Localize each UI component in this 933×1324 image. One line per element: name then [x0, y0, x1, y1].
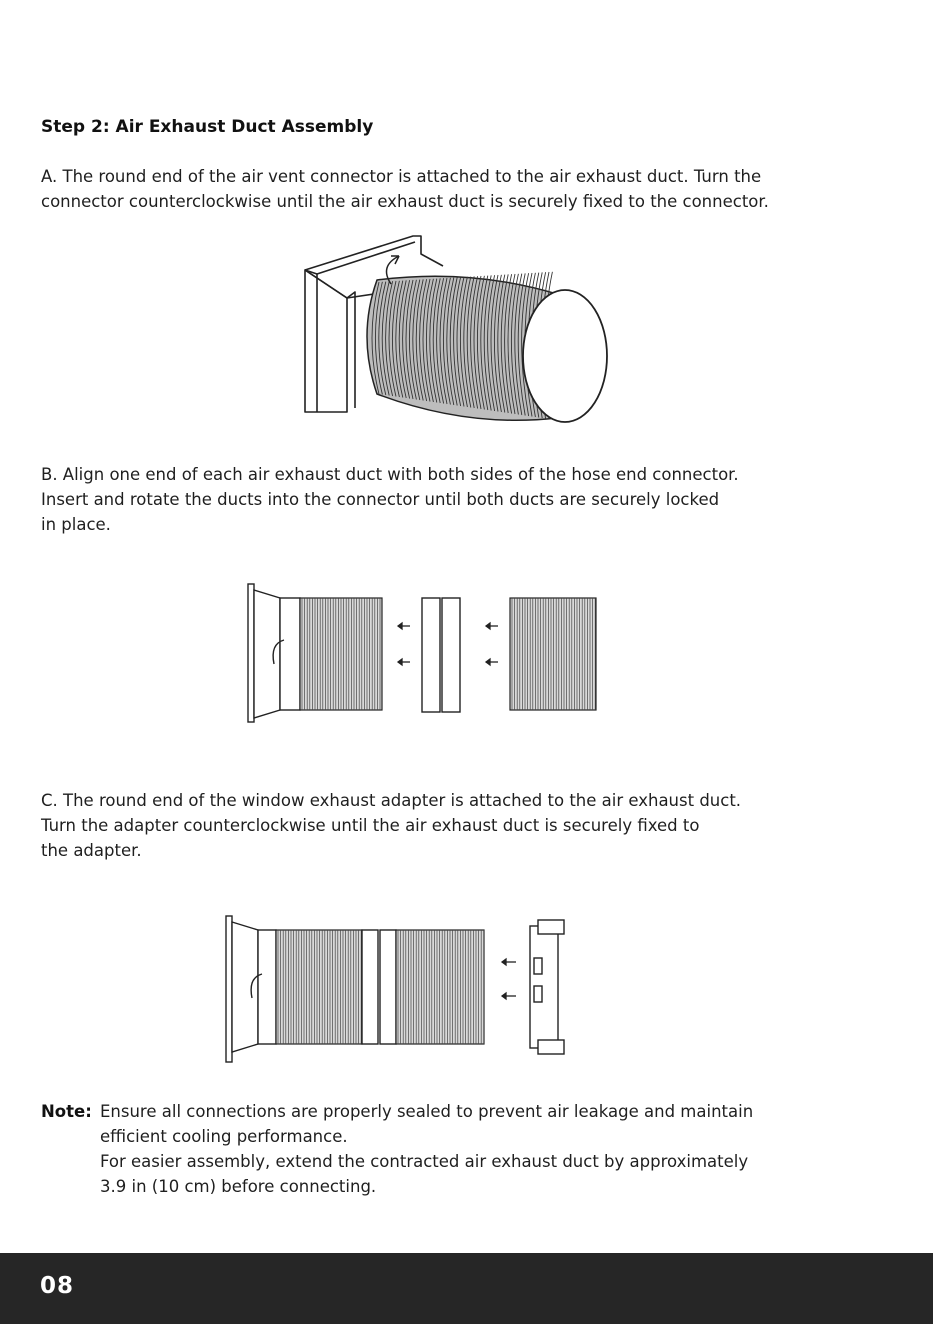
hose-end-connector-illustration — [240, 578, 610, 728]
hose-end-connector — [422, 598, 460, 712]
instruction-b-line: B. Align one end of each air exhaust duct with both sides of the hose end connector. — [41, 465, 739, 484]
instruction-c-line: Turn the adapter counterclockwise until the air exhaust duct is securely fixed to — [41, 816, 700, 835]
duct-right — [396, 930, 484, 1044]
window-exhaust-adapter — [530, 920, 564, 1054]
section-heading: Step 2: Air Exhaust Duct Assembly — [41, 117, 374, 137]
instruction-a-line: connector counterclockwise until the air exhaust duct is securely fixed to the connector. — [41, 192, 769, 211]
instruction-b-line: Insert and rotate the ducts into the connector until both ducts are securely locked — [41, 490, 720, 509]
vent-connector-duct-illustration — [295, 228, 625, 433]
duct-open-end — [523, 290, 607, 422]
note-label: Note: — [41, 1102, 92, 1121]
duct-left — [300, 598, 382, 710]
note-line: efficient cooling performance. — [100, 1127, 348, 1146]
page-footer — [0, 1253, 933, 1324]
instruction-b-line: in place. — [41, 515, 111, 534]
note-line: 3.9 in (10 cm) before connecting. — [100, 1177, 377, 1196]
note-line: Ensure all connections are properly sealed to prevent air leakage and maintain — [100, 1102, 754, 1121]
window-exhaust-adapter-illustration — [220, 912, 580, 1067]
duct-right — [510, 598, 596, 710]
duct-left — [276, 930, 362, 1044]
note-line: For easier assembly, extend the contracted air exhaust duct by approximately — [100, 1152, 749, 1171]
instruction-a — [41, 164, 841, 214]
instruction-c-line: C. The round end of the window exhaust adapter is attached to the air exhaust duct. — [41, 791, 742, 810]
instruction-c — [41, 788, 841, 863]
instruction-b — [41, 462, 841, 537]
instruction-c-line: the adapter. — [41, 841, 142, 860]
page-number: 08 — [40, 1273, 75, 1299]
instruction-a-line: A. The round end of the air vent connector is attached to the air exhaust duct. Turn the — [41, 167, 762, 186]
